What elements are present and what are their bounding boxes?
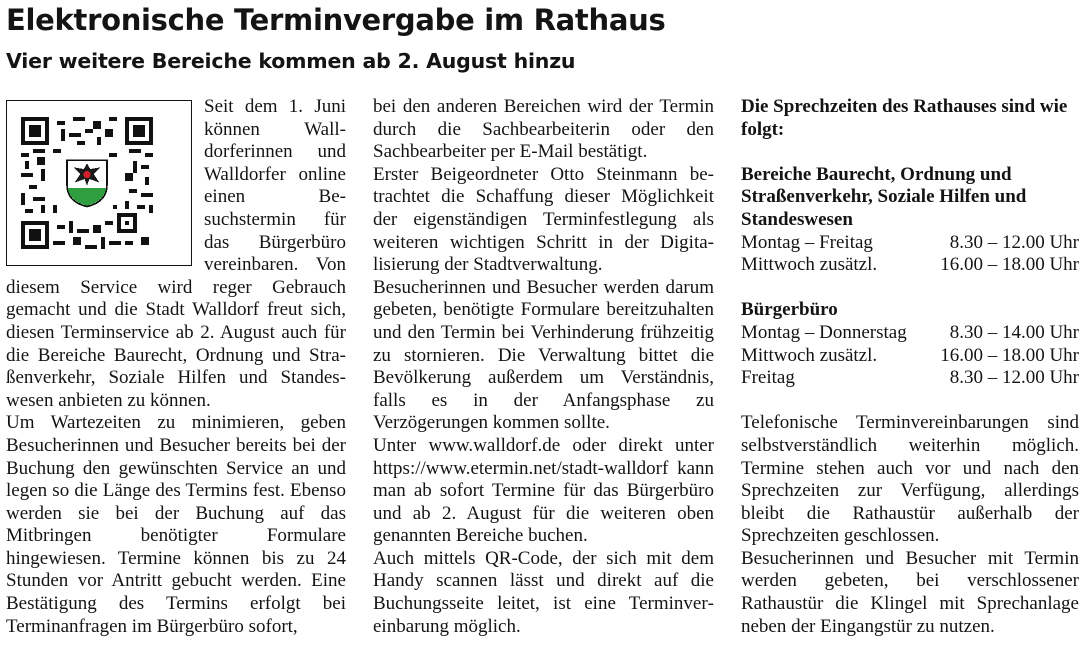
hours-time: 8.30 – 14.00 Uhr <box>949 321 1079 343</box>
hours-row <box>741 322 1079 345</box>
col1-paragraph-2: Um Wartezeiten zu minimieren, geben Besucherinnen und Besucher bereits bei der Buchung den gewünschten Service an und legen so die Länge des Termins fest. Ebenso werden sie bei der Buchung auf das Mitbringen benötigter Formulare hingewiesen. Termine können bis zu 24 Stunden vor Antritt gebucht werden. Eine Bestätigung des Termins erfolgt bei Terminanfragen im Bürgerbüro sofort, <box>6 412 346 637</box>
hours-row <box>741 232 1079 255</box>
hours-day: Montag – Donnerstag <box>741 321 907 343</box>
col2-paragraph-5: Auch mittels QR-Code, der sich mit dem Handy scannen lässt und direkt auf die Buchungsseite leitet, ist eine Terminvereinbarung möglich. <box>373 547 714 637</box>
hours-row <box>741 367 1079 390</box>
article-column-3 <box>741 96 1079 638</box>
hours-row <box>741 345 1079 368</box>
hours-day: Mittwoch zusätzl. <box>741 254 878 276</box>
article-column-2 <box>373 96 714 638</box>
hours-day: Mittwoch zusätzl. <box>741 344 878 366</box>
hours-row <box>741 254 1079 277</box>
article-column-1 <box>6 96 346 638</box>
hours-time: 16.00 – 18.00 Uhr <box>940 344 1079 366</box>
col1-paragraph-1: Seit dem 1. Juni können Walldorferinnen und Walldorfer online einen Besuchstermin für das Bürgerbüro vereinbaren. Von diesem Service wird reger Gebrauch gemacht und die Stadt Walldorf freut sich, diesen Terminservice ab 2. August auch für die Bereiche Baurecht, Ordnung und Straßenverkehr, Soziale Hilfen und Standeswesen anbieten zu können. <box>6 96 346 411</box>
col2-paragraph-4: Unter www.walldorf.de oder direkt unter https://www.etermin.net/stadt-walldorf kann man ab sofort Termine für das Bürgerbüro und ab 2. August für die weiteren oben genannten Bereiche buchen. <box>373 434 714 547</box>
col2-paragraph-1: bei den anderen Bereichen wird der Termin durch die Sachbearbeiterin oder den Sachbearbeiter per E-Mail bestätigt. <box>373 96 714 163</box>
col3-paragraph-2: Besucherinnen und Besucher mit Termin werden gebeten, bei verschlossener Rathaustür die Klingel mit Sprechanlage neben der Eingangstür zu nutzen. <box>741 547 1079 637</box>
col2-paragraph-3: Besucherinnen und Besucher werden darum gebeten, benötigte Formulare bereitzuhalten und den Termin bei Verhinderung frühzeitig zu stornieren. Die Verwaltung bittet die Bevölkerung außerdem um Verständnis, falls es in der Anfangsphase zu Verzögerungen kommen sollte. <box>373 276 714 434</box>
headline: Elektronische Terminvergabe im Rathaus <box>6 3 666 37</box>
section-title-baurecht: Bereiche Baurecht, Ordnung und Straßenverkehr, Soziale Hilfen und Standeswesen <box>741 163 1027 230</box>
qr-code-box <box>6 100 192 266</box>
col3-paragraph-1: Telefonische Terminvereinbarungen sind selbstverständlich weiterhin möglich. Termine stehen auch vor und nach den Sprechzeiten zur Verfügung, allerdings bleibt die Rathaustür außerhalb der Sprechzeiten geschlossen. <box>741 412 1079 547</box>
section-title-buergerbuero: Bürgerbüro <box>741 299 838 321</box>
hours-time: 16.00 – 18.00 Uhr <box>940 254 1079 276</box>
qr-code-icon <box>21 117 153 249</box>
col2-paragraph-2: Erster Beigeordneter Otto Steinmann betrachtet die Schaffung dieser Möglichkeit der eigenständigen Terminfestlegung als weiteren wichtigen Schritt in der Digitalisierung der Stadtverwaltung. <box>373 163 714 276</box>
opening-hours-intro: Die Sprechzeiten des Rathauses sind wie folgt: <box>741 96 1068 140</box>
hours-day: Montag – Freitag <box>741 231 873 253</box>
subheadline: Vier weitere Bereiche kommen ab 2. August hinzu <box>6 49 576 73</box>
hours-time: 8.30 – 12.00 Uhr <box>949 231 1079 253</box>
hours-day: Freitag <box>741 367 795 389</box>
hours-time: 8.30 – 12.00 Uhr <box>949 367 1079 389</box>
